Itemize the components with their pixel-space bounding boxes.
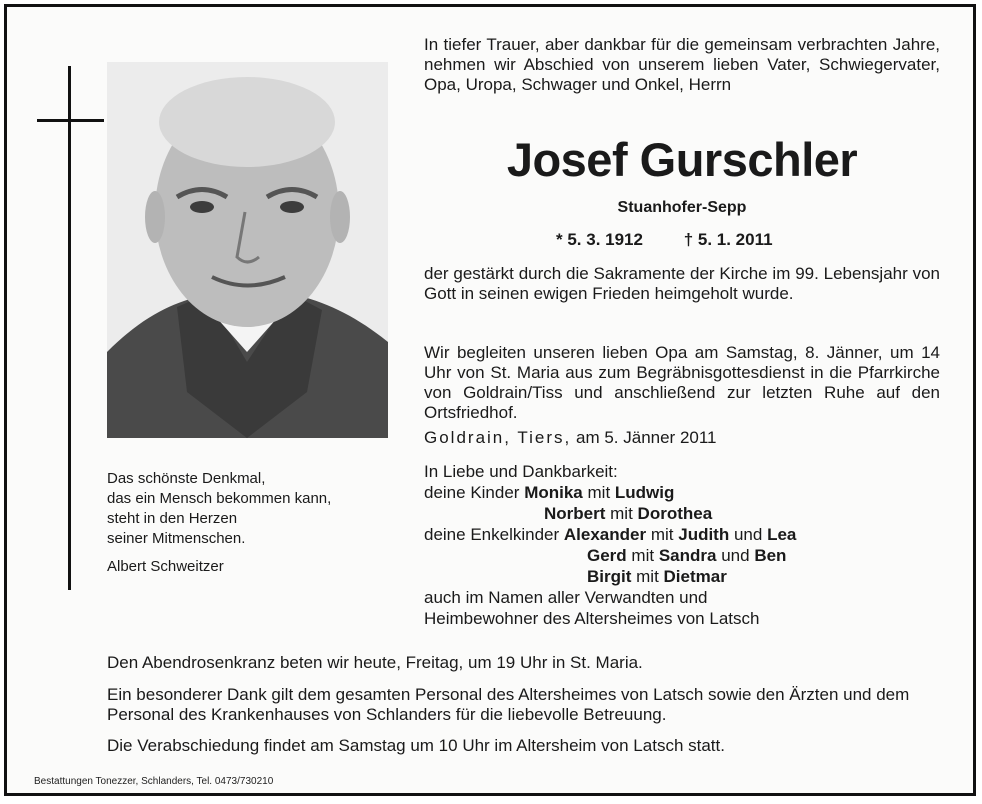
life-dates [556,230,773,250]
grandchildren-label: deine Enkelkinder [424,525,560,544]
children-row [424,482,796,503]
family-member: Norbert [544,504,606,523]
grandchildren-row [424,524,796,545]
paragraph-funeral: Wir begleiten unseren lieben Opa am Samstag, 8. Jänner, um 14 Uhr von St. Maria aus zum Begräbnisgottesdienst in die Pfarrkirche von Goldrain/Tiss und anschließend zur letzten Ruhe auf den Ortsfriedhof. [424,343,940,422]
grandchildren-row [424,545,796,566]
paragraph-sacraments: der gestärkt durch die Sakramente der Kirche im 99. Lebensjahr von Gott in seinen ewigen Frieden heimgeholt wurde. [424,264,940,303]
quote-line: steht in den Herzen [107,510,238,527]
family-member: Judith [678,525,730,544]
rosary-note: Den Abendrosenkranz beten wir heute, Freitag, um 19 Uhr in St. Maria. [107,653,643,672]
family-member: Ben [754,546,787,565]
intro-text: In tiefer Trauer, aber dankbar für die gemeinsam verbrachten Jahre, nehmen wir Abschied von unserem lieben Vater, Schwiegervater, Opa, Uropa, Schwager und Onkel, Herrn [424,35,940,94]
family-member: Lea [767,525,797,544]
place-date-line [424,428,717,448]
connector: mit [636,567,659,586]
cross-icon-bar [37,119,104,122]
quote-author: Albert Schweitzer [107,558,224,575]
grandchildren-row [424,566,796,587]
closing-line: auch im Namen aller Verwandten und [424,588,708,607]
place: Goldrain, Tiers, [424,428,572,447]
family-heading: In Liebe und Dankbarkeit: [424,462,618,481]
death-date: † 5. 1. 2011 [683,230,773,249]
connector: mit [650,525,674,544]
children-label: deine Kinder [424,483,520,502]
children-row [424,503,796,524]
farewell-note: Die Verabschiedung findet am Samstag um 10 Uhr im Altersheim von Latsch statt. [107,736,725,755]
funeral-home-footer: Bestattungen Tonezzer, Schlanders, Tel. 0473/730210 [34,776,274,787]
connector: und [733,525,763,544]
quote-line: seiner Mitmenschen. [107,530,246,547]
date: am 5. Jänner 2011 [576,428,717,447]
cross-icon [68,66,71,590]
portrait-photo [107,62,388,438]
connector: und [721,546,750,565]
family-block [424,461,796,629]
birth-date: * 5. 3. 1912 [556,230,643,249]
quote-line: das ein Mensch bekommen kann, [107,490,332,507]
deceased-name: Josef Gurschler [506,133,858,186]
family-member: Dietmar [663,567,727,586]
family-member: Dorothea [637,504,713,523]
connector: mit [631,546,655,565]
family-member: Ludwig [614,483,675,502]
quote-line: Das schönste Denkmal, [107,470,266,487]
quote-block [107,469,331,577]
connector: mit [610,504,633,523]
family-member: Monika [524,483,583,502]
nickname: Stuanhofer-Sepp [617,199,747,216]
connector: mit [587,483,611,502]
closing-line: Heimbewohner des Altersheimes von Latsch [424,609,760,628]
family-member: Alexander [563,525,647,544]
family-member: Gerd [587,546,627,565]
family-member: Sandra [658,546,717,565]
family-member: Birgit [587,567,632,586]
thanks-note: Ein besonderer Dank gilt dem gesamten Personal des Altersheimes von Latsch sowie den Ärzten und dem Personal des Krankenhauses von Schlanders für die liebevolle Betreuung. [107,685,910,724]
